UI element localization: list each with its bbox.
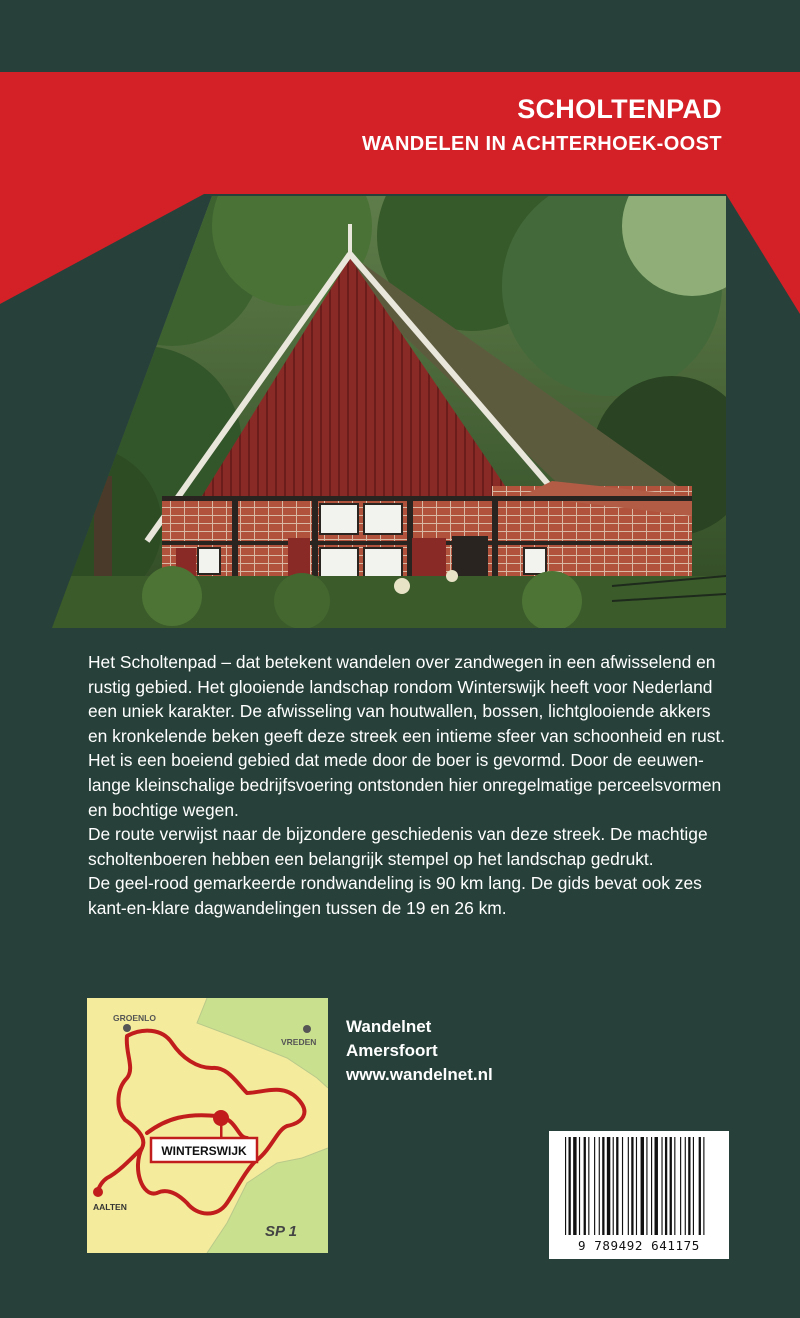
blurb-paragraph: De route verwijst naar de bijzondere geschiedenis van deze streek. De machtige scholtenboeren hebben een belangrijk stempel op het landschap gedrukt. — [88, 824, 708, 869]
isbn-number: 9 789492 641175 — [578, 1238, 700, 1253]
map-label-groenlo: GROENLO — [113, 1013, 156, 1023]
blurb-paragraph: De geel-rood gemarkeerde rondwandeling is 90 km lang. De gids bevat ook zes kant-en-klare dagwandelingen tussen de 19 en 26 km. — [88, 873, 702, 918]
route-map — [87, 998, 328, 1253]
cover-photo-farmhouse — [52, 196, 726, 628]
map-label-vreden: VREDEN — [281, 1037, 317, 1047]
map-label-aalten: AALTEN — [93, 1202, 127, 1212]
book-title: SCHOLTENPAD — [517, 94, 722, 124]
publisher-info — [346, 1015, 493, 1087]
map-label-winterswijk: WINTERSWIJK — [161, 1144, 247, 1158]
book-subtitle: WANDELEN IN ACHTERHOEK-OOST — [361, 133, 722, 155]
publisher-city: Amersfoort — [346, 1041, 438, 1060]
publisher-name: Wandelnet — [346, 1017, 432, 1036]
blurb-text — [88, 650, 728, 921]
map-code-label: SP 1 — [265, 1223, 297, 1240]
blurb-paragraph: Het Scholtenpad – dat betekent wandelen over zandwegen in een afwisselend en rustig gebied. Het glooiende landschap rondom Winterswijk heeft voor Nederland een uniek karakter. De afwisseling van houtwallen, bossen, lichtglooiende akkers en kronkelende beken geeft deze streek een intieme sfeer van schoonheid en rust. Het is een boeiend gebied dat mede door de boer is gevormd. Door de eeuwen-lange kleinschalige bedrijfsvoering ontstonden hier onregelmatige perceelsvormen en bochtige wegen. — [88, 652, 726, 820]
publisher-website: www.wandelnet.nl — [346, 1065, 493, 1084]
header-band-right-wedge — [726, 194, 800, 314]
